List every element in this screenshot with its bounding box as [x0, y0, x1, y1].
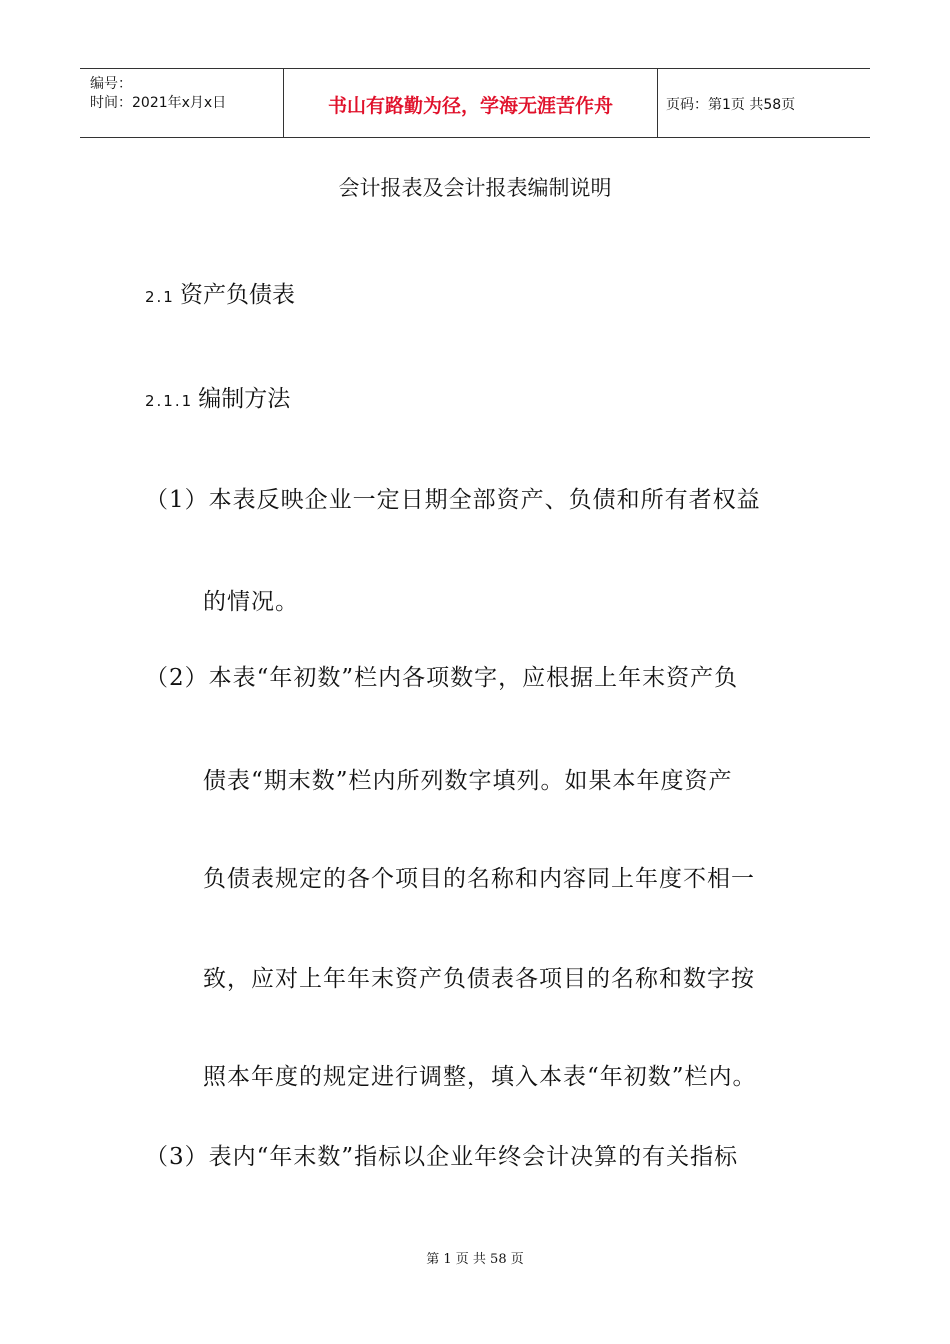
- page-header: [80, 68, 870, 138]
- section-number: 2.1.1: [145, 392, 194, 410]
- section-title: 资产负债表: [179, 282, 295, 308]
- page-number-label: 页码：第1页 共58页: [666, 97, 796, 113]
- section-heading-2-1: [145, 276, 295, 309]
- section-heading-2-1-1: [145, 380, 290, 413]
- section-number: 2.1: [145, 288, 175, 306]
- serial-number-label: 编号：: [90, 76, 132, 92]
- body-line: 的情况。: [203, 589, 299, 615]
- body-line: （1）本表反映企业一定日期全部资产、负债和所有者权益: [145, 487, 761, 513]
- document-title: 会计报表及会计报表编制说明: [338, 176, 612, 200]
- body-line: 致，应对上年年末资产负债表各项目的名称和数字按: [203, 966, 755, 992]
- body-line: （2）本表“年初数”栏内各项数字，应根据上年末资产负: [145, 665, 739, 691]
- header-info-cell: [80, 69, 283, 137]
- body-line: 照本年度的规定进行调整，填入本表“年初数”栏内。: [203, 1064, 757, 1090]
- body-line: （3）表内“年末数”指标以企业年终会计决算的有关指标: [145, 1144, 739, 1170]
- page-footer: 第 1 页 共 58 页: [426, 1252, 524, 1267]
- header-motto: 书山有路勤为径，学海无涯苦作舟: [327, 95, 613, 117]
- time-label: 时间：2021年x月x日: [90, 95, 227, 111]
- section-title: 编制方法: [198, 386, 291, 412]
- header-motto-cell: [283, 69, 658, 137]
- header-page-cell: [658, 69, 870, 137]
- body-line: 负债表规定的各个项目的名称和内容同上年度不相一: [203, 866, 755, 892]
- body-line: 债表“期末数”栏内所列数字填列。如果本年度资产: [203, 768, 733, 794]
